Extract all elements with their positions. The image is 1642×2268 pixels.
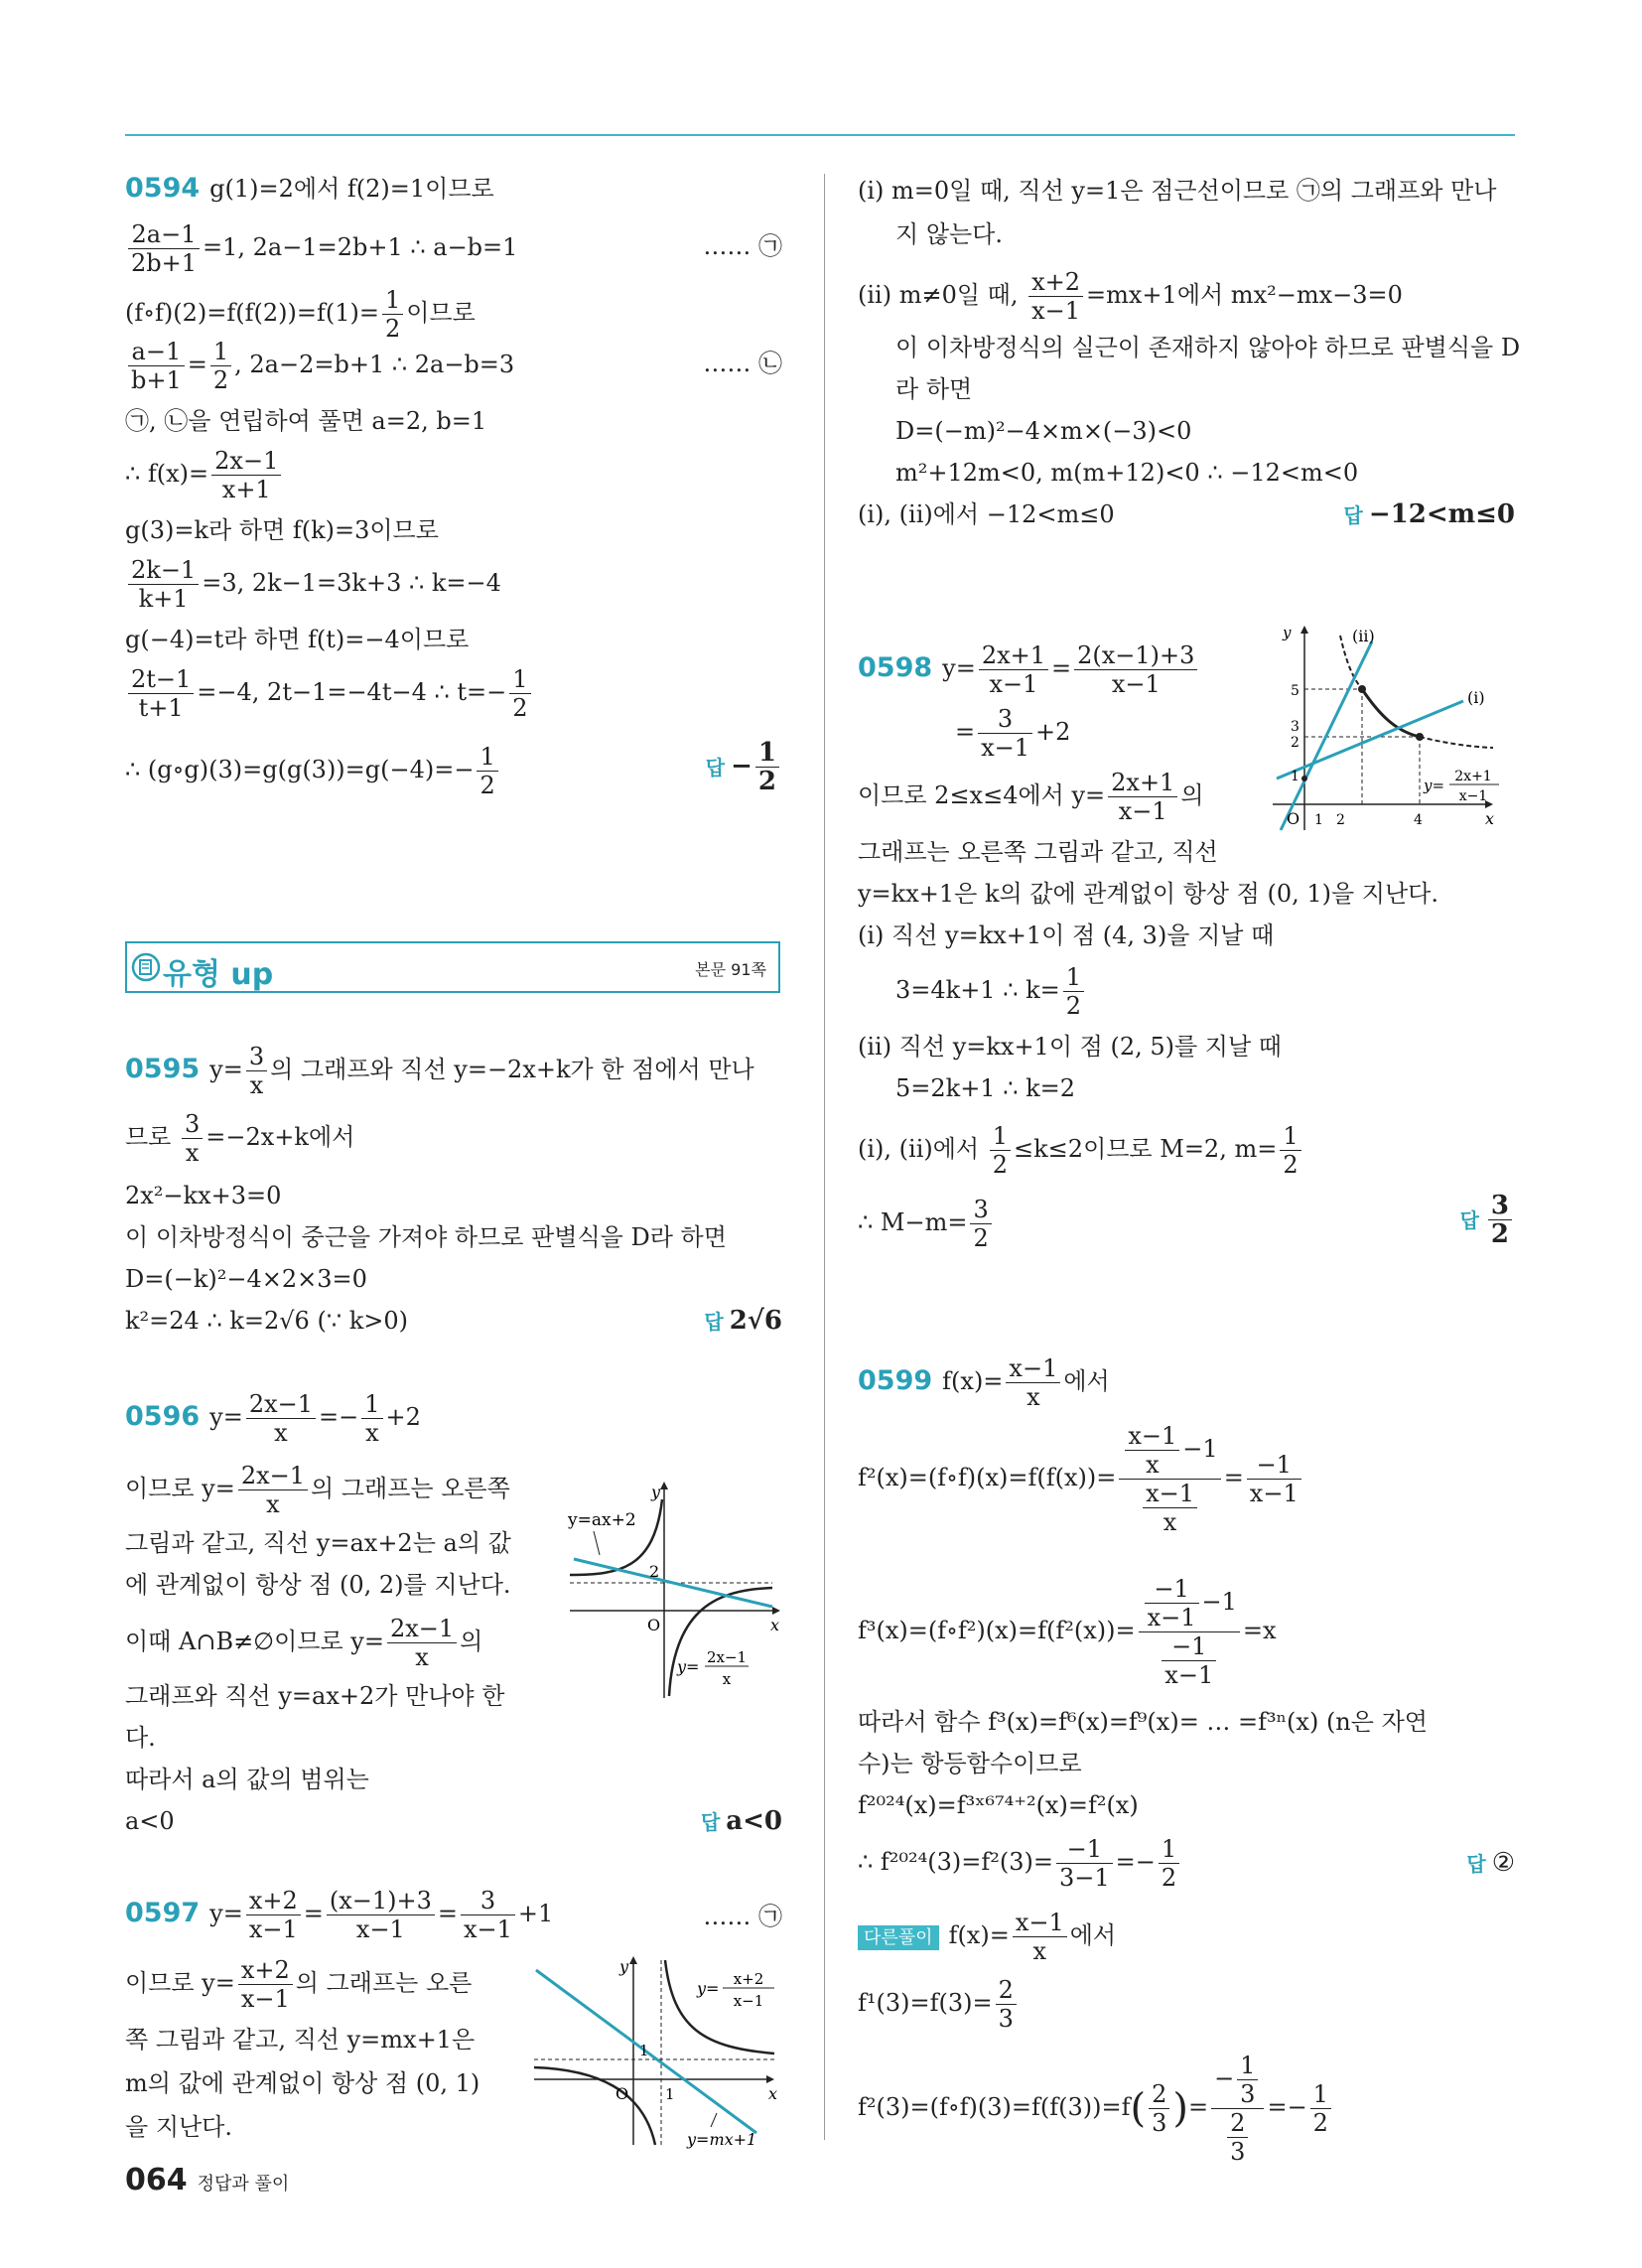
svg-text:y=: y=: [697, 1979, 720, 1998]
graph-0596: [560, 1478, 782, 1706]
p598-line8: (ii) 직선 y=kx+1이 점 (2, 5)를 지날 때: [858, 1033, 1282, 1061]
p599-line4: 따라서 함수 f³(x)=f⁶(x)=f⁹(x)= … =f³ⁿ(x) (n은 자연: [858, 1708, 1428, 1736]
answer-0597: 답 −12<m≤0: [1343, 499, 1515, 529]
svg-text:x−1: x−1: [733, 1992, 764, 2010]
problem-number: 0594: [125, 173, 201, 204]
p594-line6: ∴ f(x)= $\frac{2x-1}{x+1}$: [125, 447, 782, 503]
graph-0598: [1255, 622, 1515, 838]
p597-line4: m의 값에 관계없이 항상 점 (0, 1): [125, 2069, 480, 2097]
p595-line1: 0595 y= $\frac{3}{x}$ 의 그래프와 직선 y=−2x+k가 한 점에서 만나: [125, 1043, 754, 1099]
p596-line1: 0596 y= $\frac{2x-1}{x}$ =− $\frac{1}{x}$ +2: [125, 1390, 421, 1447]
svg-text:y=: y=: [677, 1657, 700, 1676]
p594-line1: 0594 g(1)=2에서 f(2)=1이므로: [125, 173, 494, 204]
p595-line6: k²=24 ∴ k=2√6 (∵ k>0) 답 2√6: [125, 1306, 782, 1336]
section-title: 유형 up: [163, 957, 274, 992]
p595-line4: 이 이차방정식이 중근을 가져야 하므로 판별식을 D라 하면: [125, 1223, 727, 1251]
svg-text:3: 3: [1291, 719, 1300, 735]
footer-text: 정답과 풀이: [197, 2174, 290, 2195]
p599-line3: f³(x)=(f∘f²)(x)=f(f²(x))= $\frac{-1}{x-1}$ −1 $\frac{-1}{x-1}$ =x: [858, 1575, 1277, 1689]
svg-text:5: 5: [1291, 683, 1300, 699]
p598-line2: = $\frac{3}{x-1}$ +2: [955, 705, 1071, 762]
answer-0596: 답 a<0: [700, 1806, 782, 1836]
answer-0595: 답 2√6: [704, 1306, 782, 1336]
p598-line6: (i) 직선 y=kx+1이 점 (4, 3)을 지날 때: [858, 921, 1275, 949]
p597r-line5: 라 하면: [895, 375, 973, 403]
top-rule: [125, 134, 1515, 136]
p597r-line1: (i) m=0일 때, 직선 y=1은 점근선이므로 ㉠의 그래프와 만나: [858, 177, 1497, 205]
answer-0599: 답 ②: [1466, 1848, 1515, 1878]
x-axis-arrow: [772, 1607, 780, 1615]
page-footer: [125, 2163, 289, 2197]
graph-0597: [526, 1950, 782, 2149]
svg-text:O: O: [616, 2084, 629, 2103]
svg-text:(ii): (ii): [1352, 627, 1375, 645]
p596-line6: 그래프와 직선 y=ax+2가 만나야 한: [125, 1682, 505, 1710]
p594-line11: ∴ (g∘g)(3)=g(g(3))=g(−4)=− $\frac{1}{2}$ 답 − $\frac{1}{2}$: [125, 743, 782, 799]
p599-line6: f²⁰²⁴(x)=f³ˣ⁶⁷⁴⁺²(x)=f²(x): [858, 1791, 1139, 1819]
p597r-line8: (i), (ii)에서 −12<m≤0 답 −12<m≤0: [858, 499, 1515, 529]
svg-text:4: 4: [1414, 812, 1423, 828]
column-divider: [824, 174, 825, 2140]
p594-line9: g(−4)=t라 하면 f(t)=−4이므로: [125, 626, 470, 653]
line-label: y=ax+2: [568, 1510, 636, 1530]
p597-line1: 0597 y= $\frac{x+2}{x-1}$ = $\frac{(x-1)+3}{x-1}$ = $\frac{3}{x-1}$ +1 …… ㉠: [125, 1887, 782, 1943]
p595-line2: 므로 $\frac{3}{x}$ =−2x+k에서: [125, 1110, 355, 1167]
p596-line8: 따라서 a의 값의 범위는: [125, 1766, 369, 1793]
page-number: 064: [125, 2163, 188, 2197]
svg-text:y: y: [651, 1483, 661, 1501]
problem-number: 0598: [858, 652, 933, 683]
svg-text:x+2: x+2: [733, 1970, 764, 1988]
point-2-5: [1358, 685, 1366, 693]
p598-line7: 3=4k+1 ∴ k= $\frac{1}{2}$: [858, 963, 1515, 1020]
p598-line10: (i), (ii)에서 $\frac{1}{2}$ ≤k≤2이므로 M=2, m= $\frac{1}{2}$: [858, 1122, 1515, 1179]
svg-text:1: 1: [665, 2085, 675, 2103]
svg-text:x: x: [1485, 809, 1495, 828]
p596-line2: 이므로 y= $\frac{2x-1}{x}$ 의 그래프는 오른쪽: [125, 1462, 510, 1518]
svg-text:1: 1: [1291, 769, 1300, 784]
p599-alt-line1: 다른풀이 f(x)= $\frac{x-1}{x}$ 에서: [858, 1909, 1515, 1965]
p599-line7: ∴ f²⁰²⁴(3)=f²(3)= $\frac{-1}{3-1}$ =− $\frac{1}{2}$ 답 ②: [858, 1835, 1515, 1892]
p594-line5: ㉠, ㉡을 연립하여 풀면 a=2, b=1: [125, 407, 487, 435]
section-icon: [131, 951, 161, 983]
svg-text:2: 2: [1336, 812, 1345, 828]
p597-line5: 을 지난다.: [125, 2113, 232, 2141]
p597r-line4: 이 이차방정식의 실근이 존재하지 않아야 하므로 판별식을 D: [895, 334, 1521, 361]
svg-text:2: 2: [649, 1562, 660, 1581]
p594-line2: $\frac{2a-1}{2b+1}$ =1, 2a−1=2b+1 ∴ a−b=1 …… ㉠: [125, 220, 782, 277]
svg-text:2: 2: [1291, 735, 1300, 751]
equation-marker: …… ㉠: [703, 1903, 782, 1930]
p599-line1: 0599 f(x)= $\frac{x-1}{x}$ 에서: [858, 1354, 1110, 1411]
p596-line7: 다.: [125, 1724, 156, 1752]
p594-line4: $\frac{a-1}{b+1}$ = $\frac{1}{2}$ , 2a−2=b+1 ∴ 2a−b=3 …… ㉡: [125, 338, 782, 394]
problem-number: 0599: [858, 1365, 933, 1396]
svg-text:2x+1: 2x+1: [1454, 769, 1492, 784]
svg-text:x: x: [768, 2084, 778, 2103]
p595-line5: D=(−k)²−4×2×3=0: [125, 1265, 367, 1293]
p596-line3: 그림과 같고, 직선 y=ax+2는 a의 값: [125, 1529, 511, 1557]
p598-line1: 0598 y= $\frac{2x+1}{x-1}$ = $\frac{2(x-1)+3}{x-1}$: [858, 641, 1515, 698]
answer-0598: 답 $\frac{3}{2}$: [1460, 1192, 1515, 1248]
p594-line10: $\frac{2t-1}{t+1}$ =−4, 2t−1=−4t−4 ∴ t=− $\frac{1}{2}$: [125, 665, 782, 722]
p597r-line7: m²+12m<0, m(m+12)<0 ∴ −12<m<0: [895, 459, 1359, 487]
p598-line11: ∴ M−m= $\frac{3}{2}$ 답 $\frac{3}{2}$: [858, 1196, 1515, 1252]
point-4-3: [1416, 733, 1424, 741]
p598-line9: 5=2k+1 ∴ k=2: [895, 1074, 1076, 1102]
p596-line4: 에 관계없이 항상 점 (0, 2)를 지난다.: [125, 1571, 511, 1599]
equation-marker: …… ㉡: [703, 350, 782, 377]
equation-marker: …… ㉠: [703, 232, 782, 260]
p598-line3: 이므로 2≤x≤4에서 y= $\frac{2x+1}{x-1}$ 의: [858, 769, 1204, 825]
curve-dashed-right: [1420, 737, 1493, 748]
p594-line8: $\frac{2k-1}{k+1}$ =3, 2k−1=3k+3 ∴ k=−4: [125, 556, 782, 613]
p597-line3: 쪽 그림과 같고, 직선 y=mx+1은: [125, 2026, 476, 2054]
point-0-1: [1301, 776, 1307, 781]
section-header: [125, 941, 780, 993]
svg-text:1: 1: [1314, 812, 1323, 828]
svg-text:1: 1: [639, 2042, 649, 2059]
svg-text:y=: y=: [1424, 777, 1445, 794]
p598-line5: y=kx+1은 k의 값에 관계없이 항상 점 (0, 1)을 지난다.: [858, 880, 1438, 908]
p594-line7: g(3)=k라 하면 f(k)=3이므로: [125, 516, 439, 544]
p599-line5: 수)는 항등함수이므로: [858, 1750, 1082, 1777]
p598-line4: 그래프는 오른쪽 그림과 같고, 직선: [858, 838, 1218, 866]
svg-text:x−1: x−1: [1458, 788, 1488, 804]
problem-number: 0596: [125, 1401, 201, 1432]
p595-line3: 2x²−kx+3=0: [125, 1182, 282, 1209]
answer-0594: 답 − $\frac{1}{2}$: [706, 739, 782, 795]
p597r-line6: D=(−m)²−4×m×(−3)<0: [895, 417, 1192, 445]
svg-text:y: y: [619, 1957, 629, 1976]
svg-text:x: x: [770, 1616, 780, 1634]
svg-text:O: O: [647, 1616, 661, 1634]
line-y-ax-plus-2: [574, 1559, 772, 1607]
p597-line2: 이므로 y= $\frac{x+2}{x-1}$ 의 그래프는 오른: [125, 1956, 473, 2013]
problem-number: 0597: [125, 1898, 201, 1928]
svg-text:2x−1: 2x−1: [706, 1648, 748, 1666]
p599-alt-line3: f²(3)=(f∘f)(3)=f(f(3))=f( $\frac{2}{3}$ )= − $\frac{1}{3}$ $\frac{2}{3}$ =− $\frac{1}{2}$: [858, 2052, 1515, 2166]
p594-line3: (f∘f)(2)=f(f(2))=f(1)= $\frac{1}{2}$ 이므로: [125, 286, 476, 343]
section-page-ref: 본문 91쪽: [695, 960, 766, 979]
p599-line2: f²(x)=(f∘f)(x)=f(f(x))= $\frac{x-1}{x}$ −1 $\frac{x-1}{x}$ = $\frac{-1}{x-1}$: [858, 1422, 1515, 1536]
alt-solution-tag: 다른풀이: [858, 1925, 939, 1950]
svg-text:y: y: [1283, 624, 1292, 641]
y-axis-arrow: [660, 1482, 668, 1489]
p596-line9: a<0 답 a<0: [125, 1806, 782, 1836]
p597r-line2: 지 않는다.: [895, 220, 1003, 248]
p597r-line3: (ii) m≠0일 때, $\frac{x+2}{x-1}$ =mx+1에서 mx²−mx−3=0: [858, 268, 1403, 325]
svg-text:O: O: [1287, 809, 1300, 828]
svg-text:y=mx+1: y=mx+1: [687, 2130, 757, 2149]
svg-text:x: x: [722, 1670, 732, 1688]
svg-text:(i): (i): [1467, 688, 1485, 707]
problem-number: 0595: [125, 1054, 201, 1084]
p599-alt-line2: f¹(3)=f(3)= $\frac{2}{3}$: [858, 1976, 1515, 2033]
p596-line5: 이때 A∩B≠∅이므로 y= $\frac{2x-1}{x}$ 의: [125, 1615, 483, 1671]
fraction: $\frac{2a-1}{2b+1}$: [128, 220, 200, 277]
